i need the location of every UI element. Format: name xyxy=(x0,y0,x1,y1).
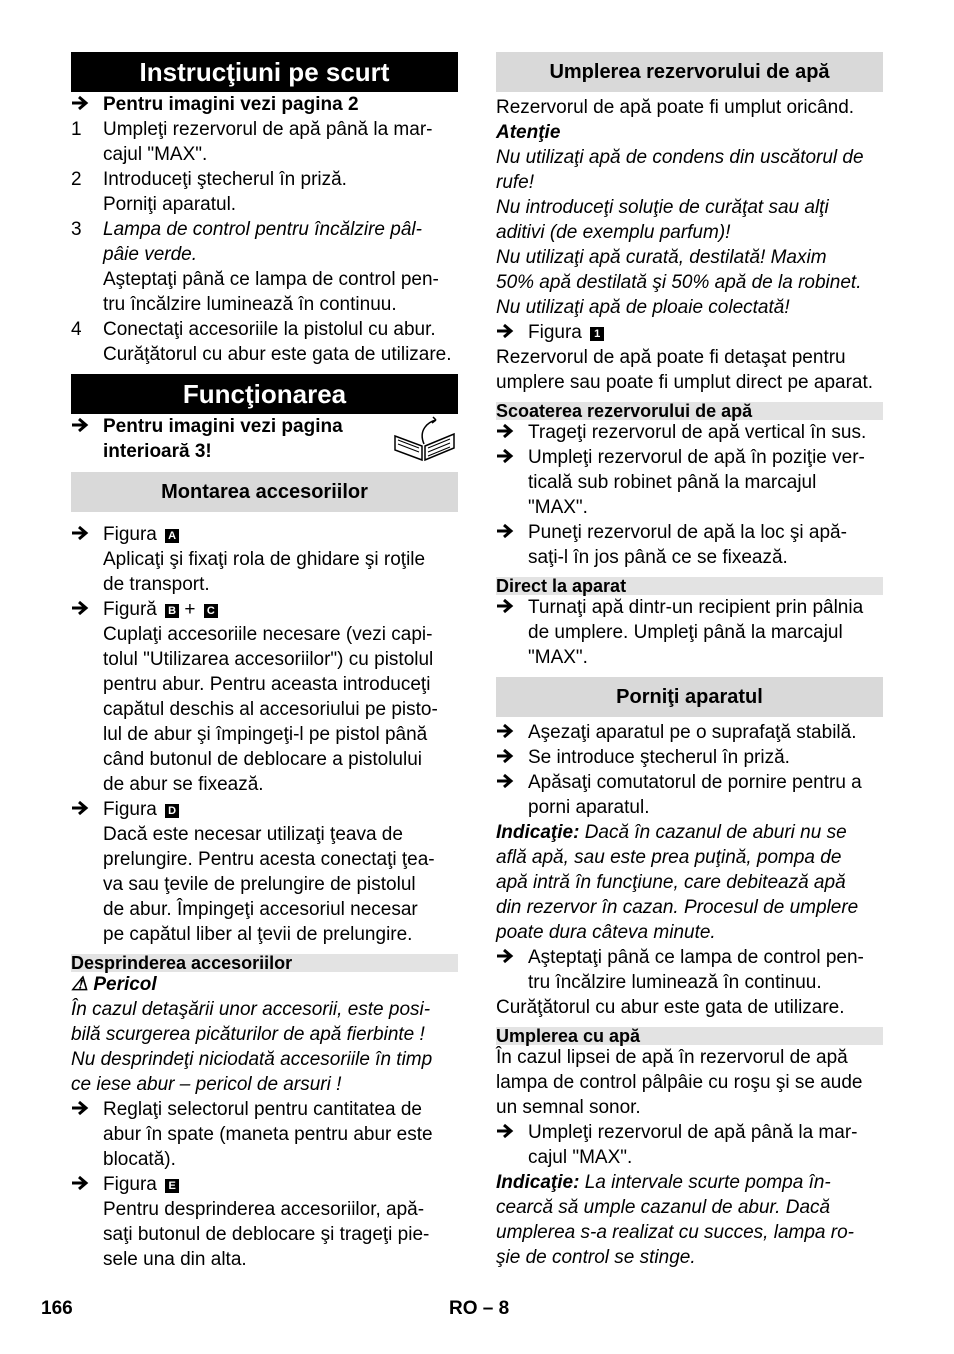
arrow-right-icon xyxy=(496,596,516,616)
arrow-right-icon xyxy=(71,415,91,435)
heading-umplerea-cu-apa: Umplerea cu apă xyxy=(496,1027,883,1045)
figure-badge-c: C xyxy=(204,604,218,618)
arrow-right-icon xyxy=(496,946,516,966)
func-ref: Pentru imagini vezi pagina interioară 3! xyxy=(71,414,458,464)
page-label: RO – 8 xyxy=(449,1298,510,1319)
quick-ref: Pentru imagini vezi pagina 2 xyxy=(71,92,458,117)
warning-triangle-icon: ⚠ xyxy=(71,974,89,995)
right-column: Umplerea rezervorului de apă Rezervorul de apă poate fi umplut oricând. Atenţie Nu utilizaţi apă de condens din uscătorul de rufe! Nu introduceţi soluţie de curăţat sau alţi aditivi (de exemplu parfum)! Nu utilizaţi apă curată, destilată! Maxim 50% apă destilată şi 50% apă de la robinet. Nu utilizaţi apă de ploaie colectată! Figura 1 Rezervorul de apă poate fi detaşat pentru umplere sau poate fi umplut direct pe aparat. Scoaterea rezervorului de apă Trageţi rezervorul de apă vertical în sus. Umpleţi rezervorul de apă în poziţie ver- ticală sub robinet până la marcajul "MAX". Puneţi rezervorul de apă la loc şi apă- saţi-l în jos până ce se fixează. Direct la aparat Turnaţi apă dintr-un recipient prin pâlnia de umplere. Umpleţi până la marcajul "MAX". Porniţi aparatul Aşezaţi aparatul pe o suprafaţă stabilă. Se introduce ştecherul în priză. Apăsaţi comutatorul de pornire pentru a porni aparatul. Indicaţie: Dacă în cazanul de aburi nu se află apă, sau este prea puţină, pompa de apă intră în funcţiune, care debitează apă din rezervor în cazan. Procesul de umplere poate dura câteva minute. Aşteptaţi până ce lampa de control pen- tru încălzire luminează în continuu. Curăţătorul cu abur este gata de utilizare. Umplerea cu apă În cazul lipsei de apă în rezervorul de apă lampa de control pâlpâie cu roşu şi se aude un semnal sonor. Umpleţi rezervorul de apă până la mar- cajul "MAX". Indicaţie: La intervale scurte pompa în- cearcă să umple cazanul de abur. Dacă umplerea s-a realizat cu succes, lampa ro- şie de control se stinge. xyxy=(496,52,883,1270)
note-paragraph: Indicaţie: Dacă în cazanul de aburi nu se xyxy=(496,822,847,843)
arrow-right-icon xyxy=(496,446,516,466)
arrow-right-icon xyxy=(496,746,516,766)
arrow-right-icon xyxy=(496,321,516,341)
figure-a-ref: Figura A xyxy=(71,522,458,547)
section-title-quick: Instrucţiuni pe scurt xyxy=(71,52,458,92)
arrow-right-icon xyxy=(71,798,91,818)
figure-d-ref: Figura D xyxy=(71,797,458,822)
figure-badge-e: E xyxy=(165,1179,179,1193)
figure-badge-d: D xyxy=(165,804,179,818)
subsection-title-porn: Porniţi aparatul xyxy=(496,677,883,717)
figure-badge-1: 1 xyxy=(590,327,604,341)
step-1: 1 Umpleţi rezervorul de apă până la mar- xyxy=(71,119,433,140)
figure-1-ref: Figura 1 xyxy=(496,320,883,345)
heading-desprinderea: Desprinderea accesoriilor xyxy=(71,954,458,972)
step-4: 4 Conectaţi accesoriile la pistolul cu abur. xyxy=(71,319,436,340)
attention-label: Atenţie xyxy=(496,122,561,143)
arrow-right-icon xyxy=(496,721,516,741)
figure-badge-b: B xyxy=(165,604,179,618)
arrow-right-icon xyxy=(496,521,516,541)
arrow-right-icon xyxy=(496,771,516,791)
note-paragraph-2: Indicaţie: La intervale scurte pompa în- xyxy=(496,1172,831,1193)
step-2: 2 Introduceţi ştecherul în priză. xyxy=(71,169,347,190)
subsection-title-mont: Montarea accesoriilor xyxy=(71,472,458,512)
section-title-func: Funcţionarea xyxy=(71,374,458,414)
arrow-right-icon xyxy=(71,1098,91,1118)
figure-badge-a: A xyxy=(165,529,179,543)
arrow-right-icon xyxy=(496,1121,516,1141)
arrow-right-icon xyxy=(496,421,516,441)
heading-scoaterea: Scoaterea rezervorului de apă xyxy=(496,402,883,420)
page-number: 166 xyxy=(41,1298,73,1319)
page-footer xyxy=(41,1296,921,1322)
arrow-right-icon xyxy=(71,93,91,113)
book-icon xyxy=(392,416,458,462)
step-3: 3 Lampa de control pentru încălzire pâl- xyxy=(71,219,422,240)
arrow-right-icon xyxy=(71,523,91,543)
arrow-right-icon xyxy=(71,598,91,618)
figure-e-ref: Figura E xyxy=(71,1172,458,1197)
subsection-title-umpl: Umplerea rezervorului de apă xyxy=(496,52,883,92)
figure-bc-ref: Figură B + C xyxy=(71,597,458,622)
left-column: Instrucţiuni pe scurt Pentru imagini vezi pagina 2 1 Umpleţi rezervorul de apă până la mar- cajul "MAX". 2 Introduceţi ştecherul în priză. Porniţi aparatul. 3 Lampa de control pentru încălzire pâl- pâie verde. Aşteptaţi până ce lampa de control pen- tru încălzire luminează în continuu. 4 Conectaţi accesoriile la pistolul cu abur. Curăţătorul cu abur este gata de utilizare. Funcţionarea Pentru imagini vezi pagina interioară 3! Montarea accesoriilor Figura A Aplicaţi şi fixaţi rola de ghidare şi roţile de transport. Figură B + C Cuplaţi accesoriile necesare (vezi capi- tolul "Utilizarea accesoriilor") cu pistolul pentru abur. Pentru aceasta introduceţi capătul deschis al accesoriului pe pisto- lul de abur şi împingeţi-l pe pistol până când butonul de deblocare a pistolului de abur se fixează. Figura D Dacă este necesar utilizaţi ţeava de prelungire. Pentru acesta conectaţi ţea- va sau ţevile de prelungire de pistolul de abur. Împingeţi accesoriul necesar pe capătul liber al ţevii de prelungire. Desprinderea accesoriilor ⚠ Pericol În cazul detaşării unor accesorii, este posi- bilă scurgerea picăturilor de apă fierbinte ! Nu desprindeţi niciodată accesoriile în timp ce iese abur – pericol de arsuri ! Reglaţi selectorul pentru cantitatea de abur în spate (maneta pentru abur este blocată). Figura E Pentru desprinderea accesoriilor, apă- saţi butonul de deblocare şi trageţi pie- sele una din alta. xyxy=(71,52,458,1272)
warning-label: ⚠ Pericol xyxy=(71,974,157,995)
heading-direct: Direct la aparat xyxy=(496,577,883,595)
arrow-right-icon xyxy=(71,1173,91,1193)
